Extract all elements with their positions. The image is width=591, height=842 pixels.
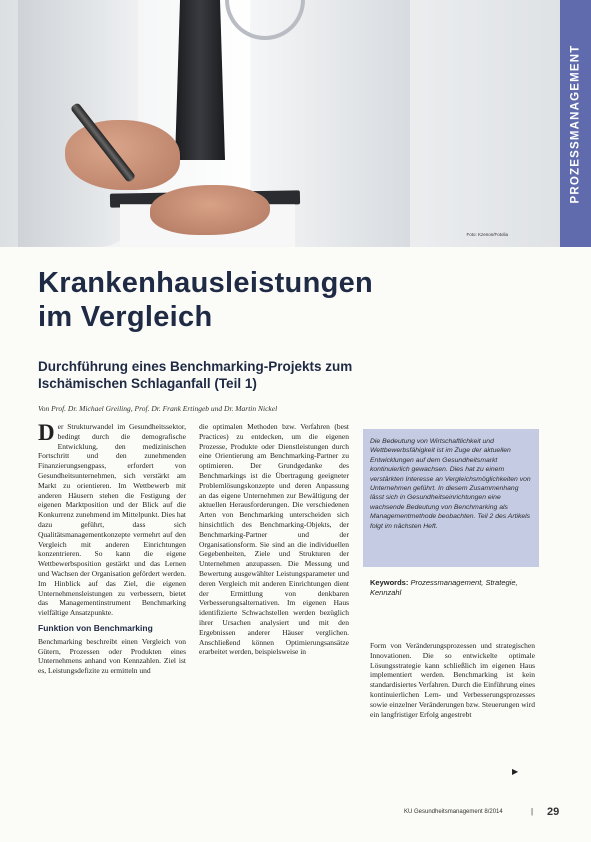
article-title (38, 266, 508, 334)
article-subtitle (38, 358, 438, 392)
intro-paragraph (38, 422, 186, 618)
section-tab-label: PROZESSMANAGEMENT (569, 43, 582, 204)
photo-credit: Foto: Kzenon/Fotolia (466, 232, 508, 237)
footer-separator: | (531, 807, 534, 816)
article-subtitle-line1: Durchführung eines Benchmarking-Projekts zum (38, 359, 353, 374)
header-photo (0, 0, 560, 247)
text-column-3 (370, 641, 535, 719)
keywords-label: Keywords: (370, 578, 409, 587)
keywords (370, 578, 540, 598)
article-title-line2: im Vergleich (38, 301, 213, 333)
funktion-paragraph: Benchmarking beschreibt einen Vergleich von Gütern, Prozessen oder Produkten eines Unternehmens anhand von Kennzahlen. Ziel ist es, Leistungsdefizite zu ermitteln und (38, 636, 186, 676)
doctor-tie (175, 0, 225, 160)
article-title-line1: Krankenhausleistungen (38, 267, 374, 299)
column-3-paragraph: Form von Veränderungsprozessen und strategischen Innovationen. Die so entwickelte optimale Lösungsstrategie kann schließlich im eigenen Haus implementiert werden. Benchmarking ist kein standardisiertes Verfahren. Durch die Einführung eines kontinuierlichen Lern- und Verbesserungsprozesses sowie einzelner Veränderungen bzw. Steuerungen wird ein langfristiger Erfolg angestrebt (370, 641, 535, 719)
keywords-list: Prozessmanagement, Strategie, Kennzahl (370, 578, 518, 597)
column-2-paragraph: die optimalen Methoden bzw. Verfahren (best Practices) zu entdecken, um die eigenen Prozesse, Produkte oder Dienstleistungen durch eine Orientierung am Benchmarking-Partner zu optimieren. Der Grundgedanke des Benchmarkings ist die Übertragung geeigneter Problemlösungskonzepte und deren Anpassung an das eigene Unternehmen zur Bewältigung der aktuellen Herausforderungen. Die verschiedenen Arten von Benchmarking unterscheiden sich hinsichtlich des Benchmarking-Objekts, der Benchmarking-Partner und der Organisationsform. Sie sind an die individuellen Gegebenheiten, Ziele und Strukturen der Unternehmen anzupassen. Die Messung und Bewertung ausgewählter Leistungsparameter und deren Vergleich mit anderen Einrichtungen dient der Ermittlung von denkbaren Verbesserungsalternativen. Im eigenen Haus identifizierte Schwachstellen werden bezüglich ihrer Ursachen analysiert und mit den Ergebnissen anderer Häuser verglichen. Anschließend können Optimierungsansätze erarbeitet werden, beispielsweise in (199, 422, 349, 657)
drop-cap: D (38, 420, 55, 445)
writing-hand (65, 120, 180, 190)
section-heading-funktion: Funktion von Benchmarking (38, 622, 153, 633)
abstract-box: Die Bedeutung von Wirtschaftlichkeit und Wettbewerbsfähigkeit ist im Zuge der aktuellen Entwicklungen auf dem Gesundheitsmarkt kontinuierlich gewachsen. Dies hat zu einem verstärkten Interesse an Vergleichsmöglichkeiten von Unternehmen geführt. In diesem Zusammenhang lässt sich in Gesundheitseinrichtungen eine wachsende Bedeutung von Benchmarking als Managementmethode beobachten. Teil 2 des Artikels folgt im nächsten Heft. (363, 429, 539, 567)
holding-hand (150, 185, 270, 235)
page-number: 29 (547, 806, 560, 818)
text-column-2 (199, 422, 349, 657)
section-tab-label-wrap (560, 0, 591, 247)
article-subtitle-line2: Ischämischen Schlaganfall (Teil 1) (38, 376, 257, 391)
journal-name: KU Gesundheitsmanagement 8/2014 (404, 809, 503, 815)
text-column-1 (38, 422, 186, 676)
continue-arrow-icon: ▶ (512, 767, 519, 776)
author-byline: Von Prof. Dr. Michael Greiling, Prof. Dr. Frank Ertingeb und Dr. Martin Nickel (38, 404, 278, 413)
page-footer (404, 807, 564, 819)
intro-text: er Strukturwandel im Gesundheitssektor, bedingt durch die demografische Entwicklung, den medizinischen Fortschritt und den zunehmenden Finanzierungsengpass, erfordert von Gesundheitsunternehmen, sich verstärkt am Markt zu orientieren. Im Wettbewerb mit anderen Häusern stehen die Festigung der eigenen Marktposition und der Blick auf die Konkurrenz zunehmend im Mittelpunkt. Dies hat dazu geführt, dass sich Qualitätsmanagementkonzepte vermehrt auf den Vergleich mit anderen Einrichtungen konzentrieren. So kann die eigene Wettbewerbsposition gestärkt und das Lernen und Wachsen der Organisation gefördert werden. Im Hinblick auf das Ziel, die eigenen Unternehmensleistungen zu verbessern, bietet das Managementinstrument Benchmarking vielfältige Ansatzpunkte. (38, 422, 186, 618)
